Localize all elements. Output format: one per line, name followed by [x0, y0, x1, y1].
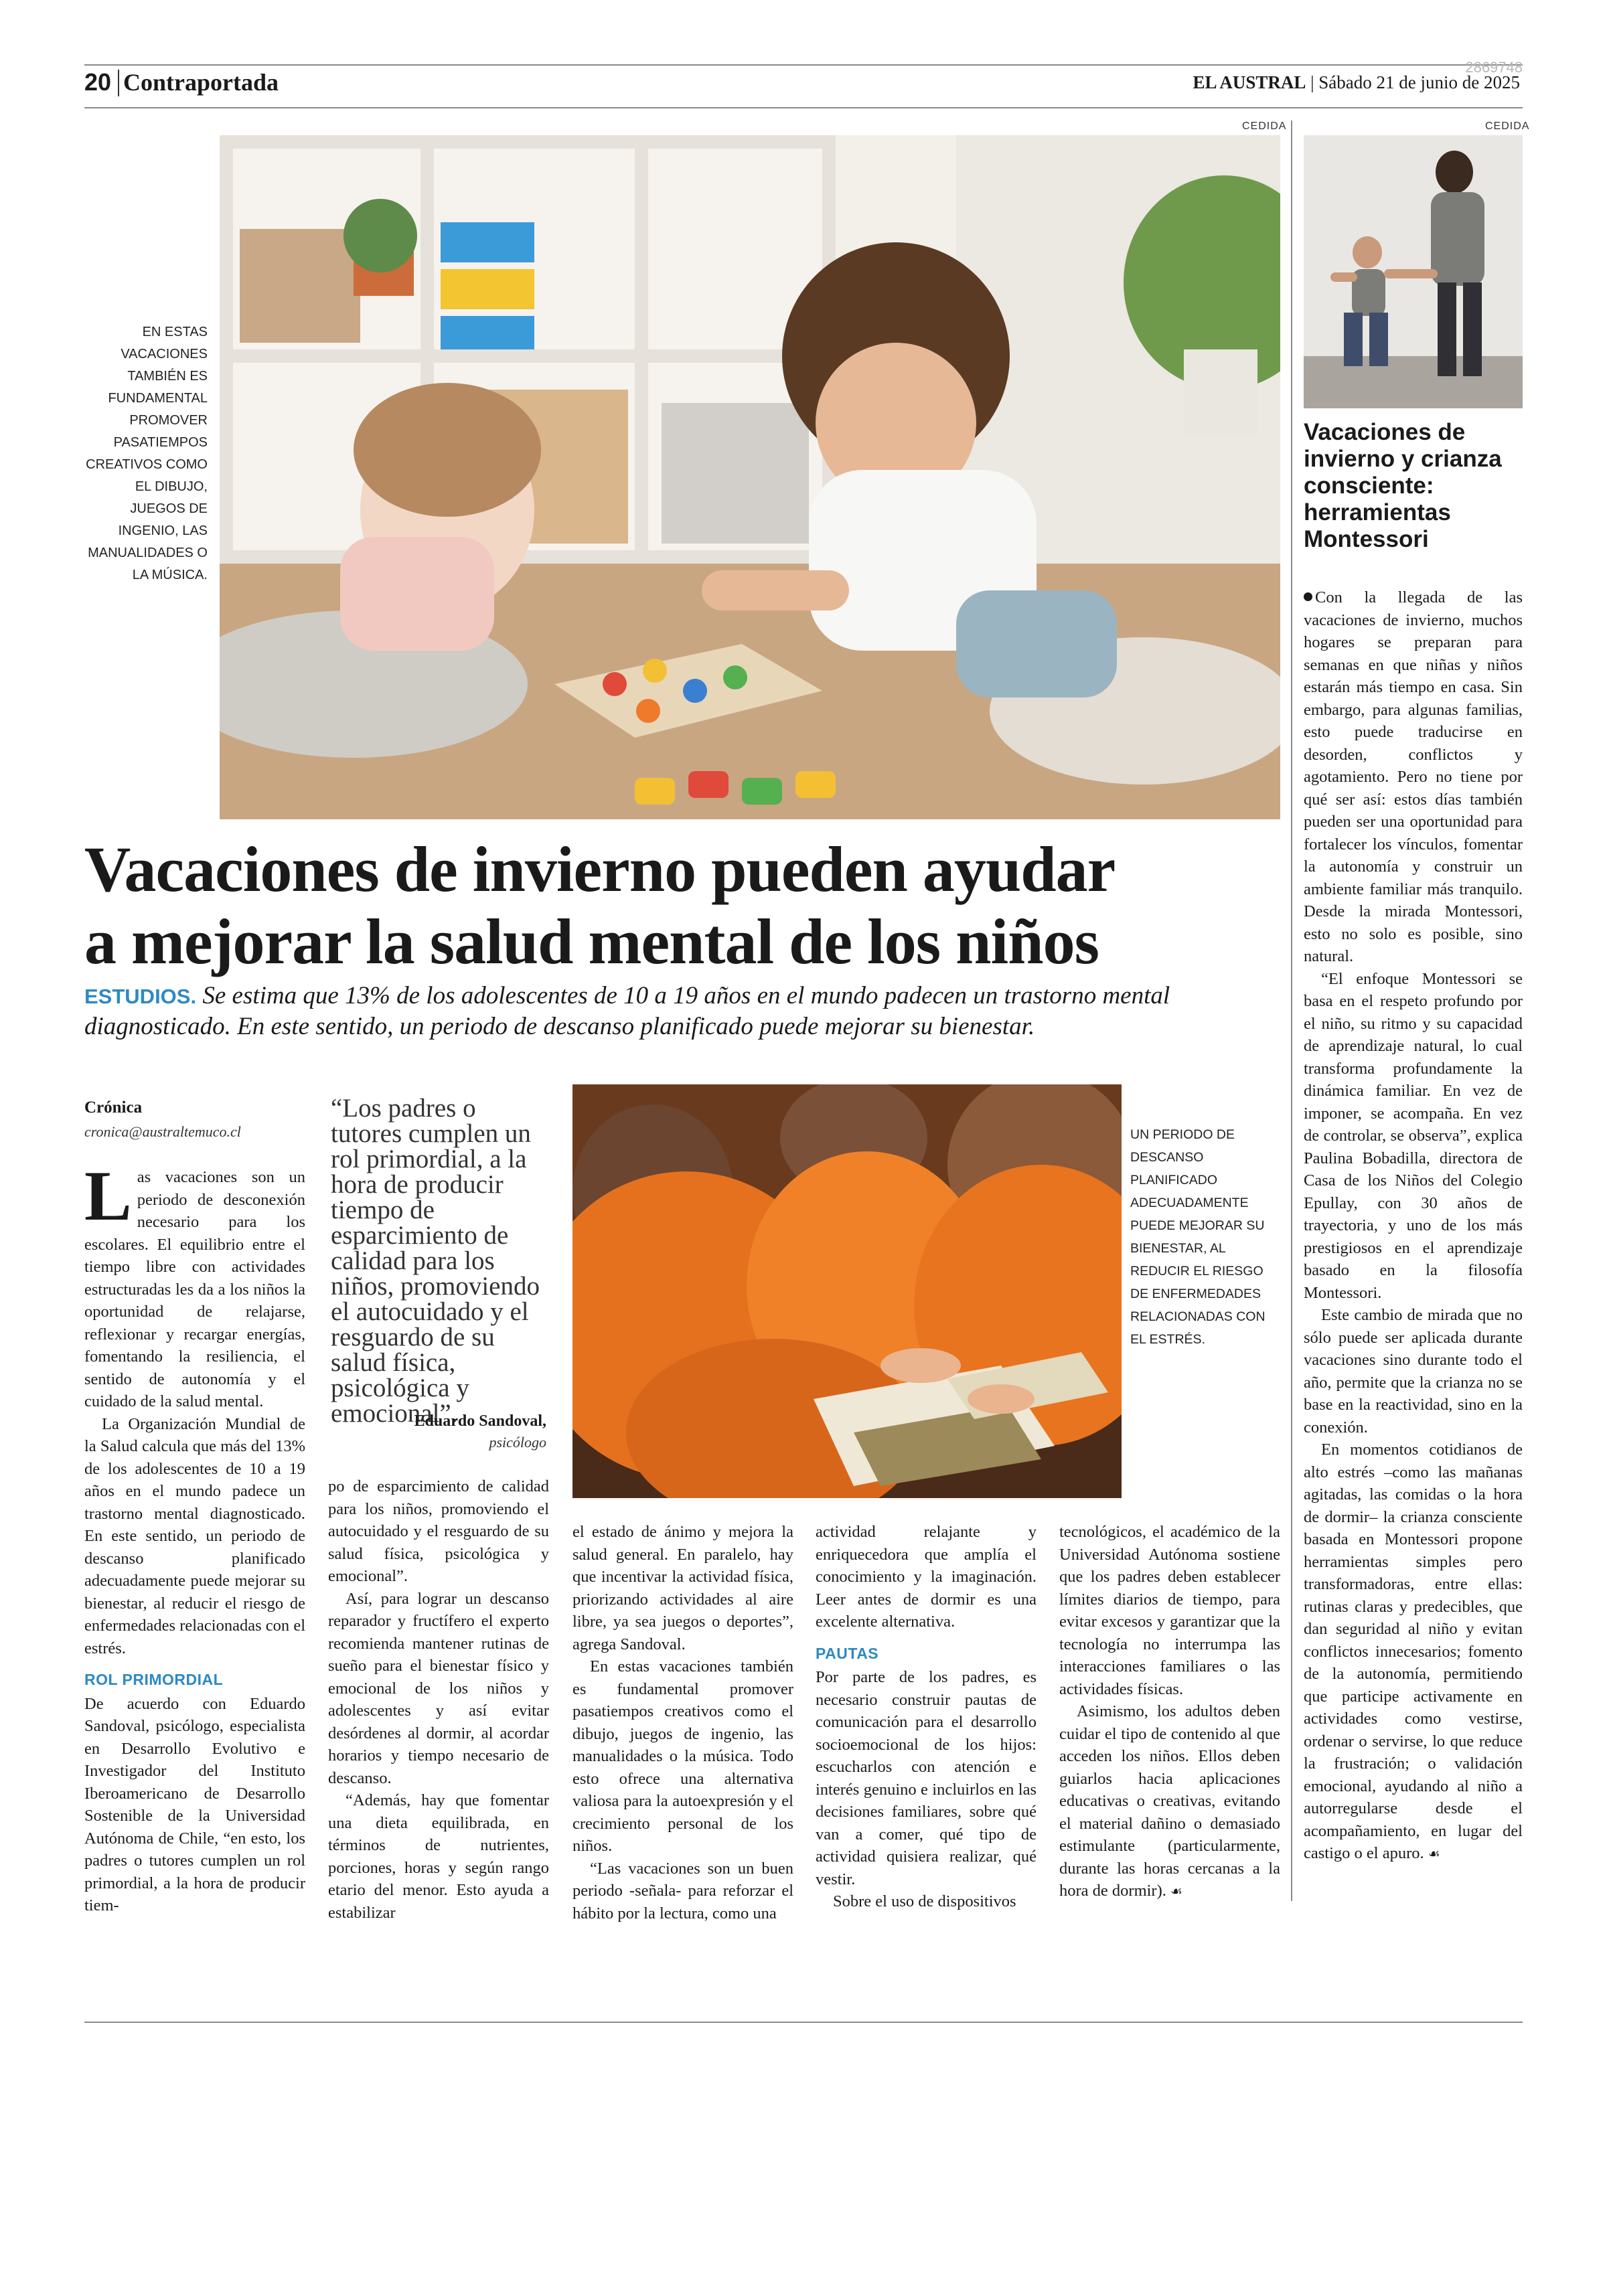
sidebar-paragraph-4: [1304, 1439, 1523, 1866]
article-headline: [84, 833, 1290, 978]
byline-name: Crónica: [84, 1098, 143, 1117]
col5-paragraph-2-text: Asimismo, los adultos deben cuidar el tipo de contenido al que acceden los niños. Ellos deben guiarlos hacia aplicaciones educativas o creativas, evitando el material dañino o demasiado estimulante (particularmente, durante las horas cercanas a la hora de dormir).: [1059, 1702, 1280, 1900]
header-top-rule: [84, 64, 1523, 66]
header-bottom-rule: [84, 107, 1523, 108]
article-deck: [84, 981, 1236, 1042]
col2-paragraph-3: “Además, hay que fomentar una dieta equilibrada, en términos de nutrientes, porciones, horas y según rango etario del menor. Esto ayuda a estabilizar: [328, 1791, 549, 1922]
body-column-2: [328, 1475, 549, 1924]
col3-paragraph-1: el estado de ánimo y mejora la salud general. En paralelo, hay que incentivar la actividad física, priorizando actividades al aire libre, ya sea juegos o deportes”, agrega Sandoval.: [572, 1523, 793, 1653]
side-photo-father-son: [1304, 135, 1523, 408]
sidebar-paragraph-4-text: En momentos cotidianos de alto estrés –como las mañanas agitadas, las comidas o la hora de dormir– la crianza consciente basada en Montessori propone herramientas simples pero transformadoras, entre ellas: rutinas claras y predecibles, que dan seguridad al niño y evitan conflictos innecesarios; fomento de la autonomía, permitiendo que participe activamente en actividades como vestirse, ordenar o servirse, lo que reduce la frustración; o validación emocional, ayudando al niño a autorregularse desde el acompañamiento, en lugar del castigo o el apuro.: [1304, 1441, 1523, 1862]
headline-line-2: a mejorar la salud mental de los niños: [84, 906, 1099, 977]
main-photo-caption: EN ESTAS VACACIONES TAMBIÉN ES FUNDAMENTAL PROMOVER PASATIEMPOS CREATIVOS COMO EL DIBUJO, JUEGOS DE INGENIO, LAS MANUALIDADES O LA MÚSICA.: [86, 325, 208, 582]
body-column-5: [1059, 1521, 1280, 1903]
sidebar-body: [1304, 586, 1523, 1866]
sidebar-divider: [1291, 120, 1292, 1901]
sidebar-paragraph-1: [1304, 586, 1523, 968]
col4-paragraph-3: Sobre el uso de dispositivos: [833, 1892, 1016, 1910]
pull-quote: “Los padres o tutores cumplen un rol primordial, a la hora de producir tiempo de esparcimiento de calidad para los niños, promoviendo el autocuidado y el resguardo de su salud física, psicológica y emocional”.: [331, 1094, 540, 1428]
headline-line-1: Vacaciones de invierno pueden ayudar: [84, 833, 1116, 905]
col2-paragraph-2: Así, para lograr un descanso reparador y fructífero el experto recomienda mantener rutinas de sueño para el bienestar físico y emocional de los niños y adolescentes y así evitar desórdenes al dormir, al acordar horarios y tiempo necesario de descanso.: [328, 1589, 549, 1787]
header-divider: [118, 70, 119, 96]
main-photo-credit: CEDIDA: [1242, 120, 1287, 132]
bullet-icon: [1304, 592, 1312, 601]
page-number: 20: [84, 68, 112, 96]
col4-paragraph-1: actividad relajante y enriquecedora que amplía el conocimiento y la imaginación. Leer antes de dormir es una excelente alternativa.: [816, 1523, 1037, 1631]
body-column-4: [816, 1521, 1037, 1913]
body-column-1: [84, 1157, 305, 1917]
sidebar-paragraph-1-text: Con la llegada de las vacaciones de invierno, muchos hogares se preparan para semanas en que niñas y niños estarán más tiempo en casa. Sin embargo, para algunas familias, esto puede traducirse en desorden, conflictos y agotamiento. Pero no tiene por qué ser así: estos días también pueden ser una oportunidad para fortalecer los vínculos, fomentar la autonomía y construir un ambiente familiar más tranquilo. Desde la mirada Montessori, esto no solo es posible, sino natural.: [1304, 588, 1523, 965]
deck-text: Se estima que 13% de los adolescentes de 10 a 19 años en el mundo padecen un trastorno mental diagnosticado. En este sentido, un periodo de descanso planificado puede mejorar su bienestar.: [84, 982, 1170, 1040]
sidebar-title: Vacaciones de invierno y crianza consciente: herramientas Montessori: [1304, 419, 1502, 552]
main-photo-children-playing: [220, 135, 1280, 819]
watermark-code: 2869748: [1465, 59, 1523, 76]
col3-paragraph-2: En estas vacaciones también es fundamental promover pasatiempos creativos como el dibujo, juegos de ingenio, las manualidades o la música. Todo esto ofrece una alternativa valiosa para la autoexpresión y el crecimiento personal de los niños.: [572, 1657, 793, 1855]
col3-paragraph-3: “Las vacaciones son un buen periodo -señala- para reforzar el hábito por la lectura, como una: [572, 1859, 793, 1922]
publication-name: EL AUSTRAL: [1193, 72, 1306, 92]
col1-paragraph-1-text: as vacaciones son un periodo de desconexión necesario para los escolares. El equilibrio entre el tiempo libre con actividades estructuradas les da a los niños la oportunidad de relajarse, reflexionar y recargar energías, fomentando la resiliencia, el sentido de autonomía y el cuidado de la salud mental.: [84, 1168, 305, 1410]
header-publication: EL AUSTRAL | Sábado 21 de junio de 2025: [1193, 72, 1520, 92]
sidebar-paragraph-2: “El enfoque Montessori se basa en el respeto profundo por el niño, su ritmo y su capacidad de aprendizaje natural, lo cual transforma profundamente la dinámica familiar. En vez de imponer, se acompaña. En vez de controlar, se observa”, explica Paulina Bobadilla, directora de Casa de los Niños del Colegio Epullay, con 30 años de trayectoria, y uno de los más prestigiosos en el aprendizaje basado en la filosofía Montessori.: [1304, 969, 1523, 1302]
col1-paragraph-2: La Organización Mundial de la Salud calcula que más del 13% de los adolescentes de 10 a 19 años en el mundo padece un trastorno mental diagnosticado. En este sentido, un periodo de descanso planificado adecuadamente puede mejorar su bienestar, al reducir el riesgo de enfermedades relacionadas con el estrés.: [84, 1414, 305, 1657]
sidebar-paragraph-3: Este cambio de mirada que no sólo puede ser aplicada durante vacaciones sino durante todo el año, permite que la crianza no se base en la reactividad, sino en la conexión.: [1304, 1306, 1523, 1437]
pull-quote-author: Eduardo Sandoval,: [414, 1412, 546, 1430]
col1-paragraph-3: De acuerdo con Eduardo Sandoval, psicólogo, especialista en Desarrollo Evolutivo e Investigador del Instituto Iberoamericano de Desarrollo Sostenible de la Universidad Autónoma de Chile, “en esto, los padres o tutores cumplen un rol primordial, a la hora de producir tiem-: [84, 1694, 305, 1914]
col2-paragraph-1: po de esparcimiento de calidad para los niños, promoviendo el autocuidado y el resguardo de su salud física, psicológica y emocional”.: [328, 1477, 549, 1585]
middle-photo-caption: UN PERIODO DE DESCANSO PLANIFICADO ADECUADAMENTE PUEDE MEJORAR SU BIENESTAR, AL REDUCIR EL RIESGO DE ENFERMEDADES RELACIONADAS CON EL ESTRÉS.: [1130, 1127, 1266, 1347]
col4-paragraph-2: Por parte de los padres, es necesario construir pautas de comunicación para el desarrollo socioemocional de los hijos: escucharlos con atención e interés genuino e incluirlos en las decisiones familiares, sobre qué van a comer, qué tipo de actividad quisiera realizar, qué vestir.: [816, 1668, 1037, 1888]
byline-email: cronica@australtemuco.cl: [84, 1123, 241, 1140]
publication-date: Sábado 21 de junio de 2025: [1318, 72, 1520, 92]
deck-kicker: ESTUDIOS.: [84, 985, 197, 1008]
sidebar-end-mark: ☙: [1428, 1846, 1440, 1862]
col1-paragraph-1: [84, 1157, 305, 1413]
article-end-mark: ☙: [1170, 1883, 1182, 1899]
body-column-3: [572, 1521, 793, 1924]
footer-rule: [84, 2022, 1523, 2023]
col5-paragraph-1: tecnológicos, el académico de la Universidad Autónoma sostiene que los padres deben establecer límites diarios de tiempo, para evitar excesos y garantizar que la tecnología no interrumpa las interacciones familiares o las actividades físicas.: [1059, 1523, 1280, 1698]
pull-quote-role: psicólogo: [489, 1434, 546, 1451]
section-name: Contraportada: [123, 69, 279, 96]
subhead-pautas: PAUTAS: [816, 1644, 879, 1662]
side-photo-credit: CEDIDA: [1485, 120, 1530, 132]
subhead-rol-primordial: ROL PRIMORDIAL: [84, 1671, 224, 1688]
col5-paragraph-2: [1059, 1700, 1280, 1903]
drop-cap: L: [84, 1157, 132, 1235]
middle-photo-reading: [572, 1084, 1122, 1498]
